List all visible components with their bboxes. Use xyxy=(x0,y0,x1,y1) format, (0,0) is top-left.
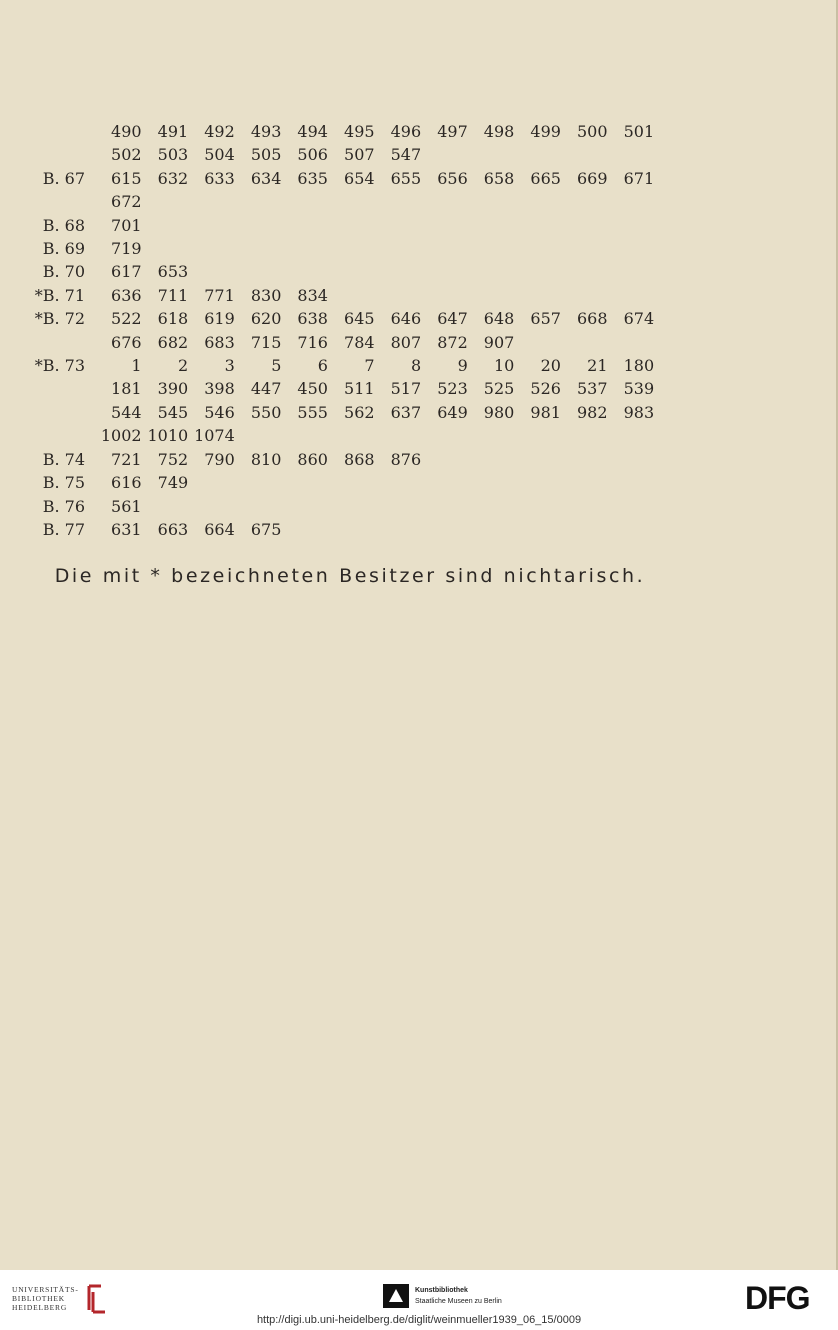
lot-number: 658 xyxy=(483,168,515,188)
lot-number: 669 xyxy=(576,168,608,188)
lot-row xyxy=(28,401,654,424)
lot-row xyxy=(28,495,654,518)
lot-number: 872 xyxy=(437,332,468,352)
kunstbibliothek-title: Kunstbibliothek xyxy=(415,1287,468,1294)
lot-number: 907 xyxy=(483,332,515,352)
lot-number: 868 xyxy=(344,449,375,469)
lot-row xyxy=(28,307,654,330)
lot-number: 672 xyxy=(111,192,142,212)
lot-number: 653 xyxy=(157,262,189,282)
lot-row xyxy=(28,167,654,190)
lot-row xyxy=(28,190,654,213)
lot-row-label xyxy=(28,424,95,447)
lot-number: 983 xyxy=(623,402,655,422)
lot-number: 526 xyxy=(530,379,561,399)
lot-row xyxy=(28,120,654,143)
lot-number: 683 xyxy=(204,332,235,352)
lot-number: 490 xyxy=(111,122,142,141)
lot-number: 645 xyxy=(344,309,375,329)
lot-row xyxy=(28,354,654,377)
lot-number: 1010 xyxy=(147,426,189,446)
lot-number: 715 xyxy=(250,332,282,352)
lot-number: 398 xyxy=(204,379,235,399)
lot-number: 9 xyxy=(457,356,468,376)
lot-number: 617 xyxy=(111,262,142,282)
lot-number: 500 xyxy=(576,122,608,141)
lot-number: 615 xyxy=(111,168,142,188)
lot-number: 618 xyxy=(157,309,189,329)
lot-number: 649 xyxy=(437,402,468,422)
lot-row xyxy=(28,518,654,541)
lot-number: 522 xyxy=(111,309,142,329)
lot-row-label: B. 67 xyxy=(42,168,85,188)
lot-number: 20 xyxy=(540,356,561,376)
lot-number: 495 xyxy=(344,122,375,141)
lot-row-label xyxy=(28,377,95,400)
lot-number: 501 xyxy=(623,122,655,141)
lot-number: 664 xyxy=(204,519,235,539)
lot-number: 646 xyxy=(390,309,422,329)
lot-number: 676 xyxy=(111,332,142,352)
lot-number: 544 xyxy=(111,402,142,422)
lot-number: 701 xyxy=(111,215,142,235)
lot-row-label xyxy=(28,401,95,424)
lot-number: 638 xyxy=(297,309,328,329)
lot-row xyxy=(28,377,654,400)
kunstbibliothek-emblem-icon xyxy=(383,1284,409,1308)
lot-row-label xyxy=(28,120,95,143)
footnote-text: Die mit * bezeichneten Besitzer sind nichtarisch. xyxy=(54,565,646,587)
lot-number: 721 xyxy=(111,449,142,469)
lot-number: 771 xyxy=(204,285,235,305)
lot-number: 2 xyxy=(178,356,189,376)
lot-row xyxy=(28,331,654,354)
lot-number: 390 xyxy=(157,379,189,399)
lot-number: 1002 xyxy=(100,426,142,446)
lot-number: 982 xyxy=(576,402,608,422)
lot-number: 635 xyxy=(297,168,328,188)
lot-number: 636 xyxy=(111,285,142,305)
lot-row xyxy=(28,424,654,447)
lot-number: 619 xyxy=(204,309,235,329)
lot-number: 663 xyxy=(157,519,189,539)
lot-row-label xyxy=(28,143,95,166)
ub-heidelberg-emblem-icon xyxy=(85,1282,107,1314)
lot-row xyxy=(28,214,654,237)
lot-row-label: B. 75 xyxy=(42,473,85,493)
lot-number: 981 xyxy=(530,402,561,422)
lot-number: 507 xyxy=(344,145,375,165)
lot-number: 8 xyxy=(410,356,422,376)
lot-number: 716 xyxy=(297,332,328,352)
lot-number: 784 xyxy=(344,332,375,352)
lot-number: 807 xyxy=(390,332,422,352)
lot-number: 525 xyxy=(483,379,515,399)
lot-number: 1074 xyxy=(194,426,235,446)
lot-number: 503 xyxy=(157,145,189,165)
lot-number: 561 xyxy=(111,496,142,516)
lot-row-label: B. 74 xyxy=(42,449,85,469)
lot-number: 675 xyxy=(250,519,282,539)
lot-row xyxy=(28,260,654,283)
lot-row xyxy=(28,143,654,166)
lot-number: 494 xyxy=(297,122,328,141)
lot-number: 834 xyxy=(297,285,328,305)
lot-row xyxy=(28,471,654,494)
lot-number: 648 xyxy=(483,309,515,329)
lot-number: 752 xyxy=(157,449,189,469)
lot-number: 634 xyxy=(250,168,282,188)
lot-number: 876 xyxy=(390,449,422,469)
lot-number: 810 xyxy=(250,449,282,469)
lot-number: 633 xyxy=(204,168,235,188)
lot-number: 10 xyxy=(493,356,515,376)
dfg-logo[interactable] xyxy=(745,1282,827,1312)
lot-row-label: B. 76 xyxy=(42,496,85,516)
lot-number: 491 xyxy=(157,122,189,141)
lot-number: 180 xyxy=(623,356,655,376)
lot-number: 980 xyxy=(483,402,515,422)
lot-number: 1 xyxy=(131,356,142,376)
lot-number: 450 xyxy=(297,379,328,399)
ub-heidelberg-logo-text: UNIVERSITÄTS- BIBLIOTHEK HEIDELBERG xyxy=(12,1284,79,1312)
lot-number: 682 xyxy=(157,332,189,352)
lot-number: 21 xyxy=(587,356,608,376)
lot-number: 545 xyxy=(157,402,189,422)
lot-row-label: *B. 71 xyxy=(34,285,85,305)
lot-number: 656 xyxy=(437,168,468,188)
lot-number: 497 xyxy=(437,122,468,141)
kunstbibliothek-subtitle: Staatliche Museen zu Berlin xyxy=(415,1298,502,1305)
lot-row-label: B. 70 xyxy=(42,262,85,282)
lot-number: 657 xyxy=(530,309,561,329)
lot-number: 546 xyxy=(204,402,235,422)
lot-number: 654 xyxy=(344,168,375,188)
lot-number: 523 xyxy=(437,379,468,399)
lot-number: 493 xyxy=(250,122,282,141)
lot-number: 498 xyxy=(483,122,515,141)
lot-row-label: B. 77 xyxy=(42,519,85,539)
lot-number-table xyxy=(28,120,654,541)
lot-number: 505 xyxy=(250,145,282,165)
lot-number: 539 xyxy=(623,379,655,399)
lot-number: 668 xyxy=(576,309,608,329)
lot-row xyxy=(28,448,654,471)
lot-number: 665 xyxy=(530,168,561,188)
lot-number: 632 xyxy=(157,168,189,188)
lot-row xyxy=(28,237,654,260)
lot-number: 550 xyxy=(250,402,282,422)
lot-number: 719 xyxy=(111,239,142,259)
lot-number: 620 xyxy=(250,309,282,329)
lot-row-label: *B. 73 xyxy=(34,356,85,376)
lot-number: 502 xyxy=(111,145,142,165)
viewer-footer xyxy=(0,1270,838,1330)
lot-row-label xyxy=(28,190,95,213)
lot-number: 562 xyxy=(344,402,375,422)
lot-row-label: B. 68 xyxy=(42,215,85,235)
lot-number: 3 xyxy=(224,356,235,376)
lot-number: 790 xyxy=(204,449,235,469)
lot-number: 499 xyxy=(530,122,561,141)
lot-number: 555 xyxy=(297,402,328,422)
lot-number: 711 xyxy=(157,285,189,305)
page-url-link[interactable]: http://digi.ub.uni-heidelberg.de/diglit/weinmueller1939_06_15/0009 xyxy=(256,1314,582,1326)
lot-number: 647 xyxy=(437,309,468,329)
kunstbibliothek-logo[interactable] xyxy=(383,1284,502,1308)
lot-number: 6 xyxy=(317,356,328,376)
dfg-logo-text: DFG xyxy=(745,1282,810,1312)
lot-row-label: *B. 72 xyxy=(34,309,85,329)
lot-number: 447 xyxy=(250,379,282,399)
lot-number: 511 xyxy=(344,379,375,399)
lot-number: 517 xyxy=(390,379,422,399)
lot-number: 504 xyxy=(204,145,235,165)
lot-number: 671 xyxy=(623,168,655,188)
lot-number: 7 xyxy=(364,356,375,376)
lot-number: 631 xyxy=(111,519,142,539)
lot-number: 181 xyxy=(111,379,142,399)
lot-number: 496 xyxy=(390,122,422,141)
lot-number: 616 xyxy=(111,473,142,493)
lot-row-label: B. 69 xyxy=(42,239,85,259)
lot-row-label xyxy=(28,331,95,354)
lot-number: 492 xyxy=(204,122,235,141)
lot-number: 860 xyxy=(297,449,328,469)
lot-number: 547 xyxy=(390,145,422,165)
lot-row xyxy=(28,284,654,307)
lot-number: 830 xyxy=(250,285,282,305)
ub-heidelberg-logo[interactable] xyxy=(12,1282,107,1314)
lot-number: 674 xyxy=(623,309,655,329)
lot-number: 5 xyxy=(271,356,282,376)
lot-number: 537 xyxy=(576,379,608,399)
lot-number: 637 xyxy=(390,402,422,422)
lot-number: 655 xyxy=(390,168,422,188)
lot-number: 506 xyxy=(297,145,328,165)
lot-number: 749 xyxy=(157,473,189,493)
